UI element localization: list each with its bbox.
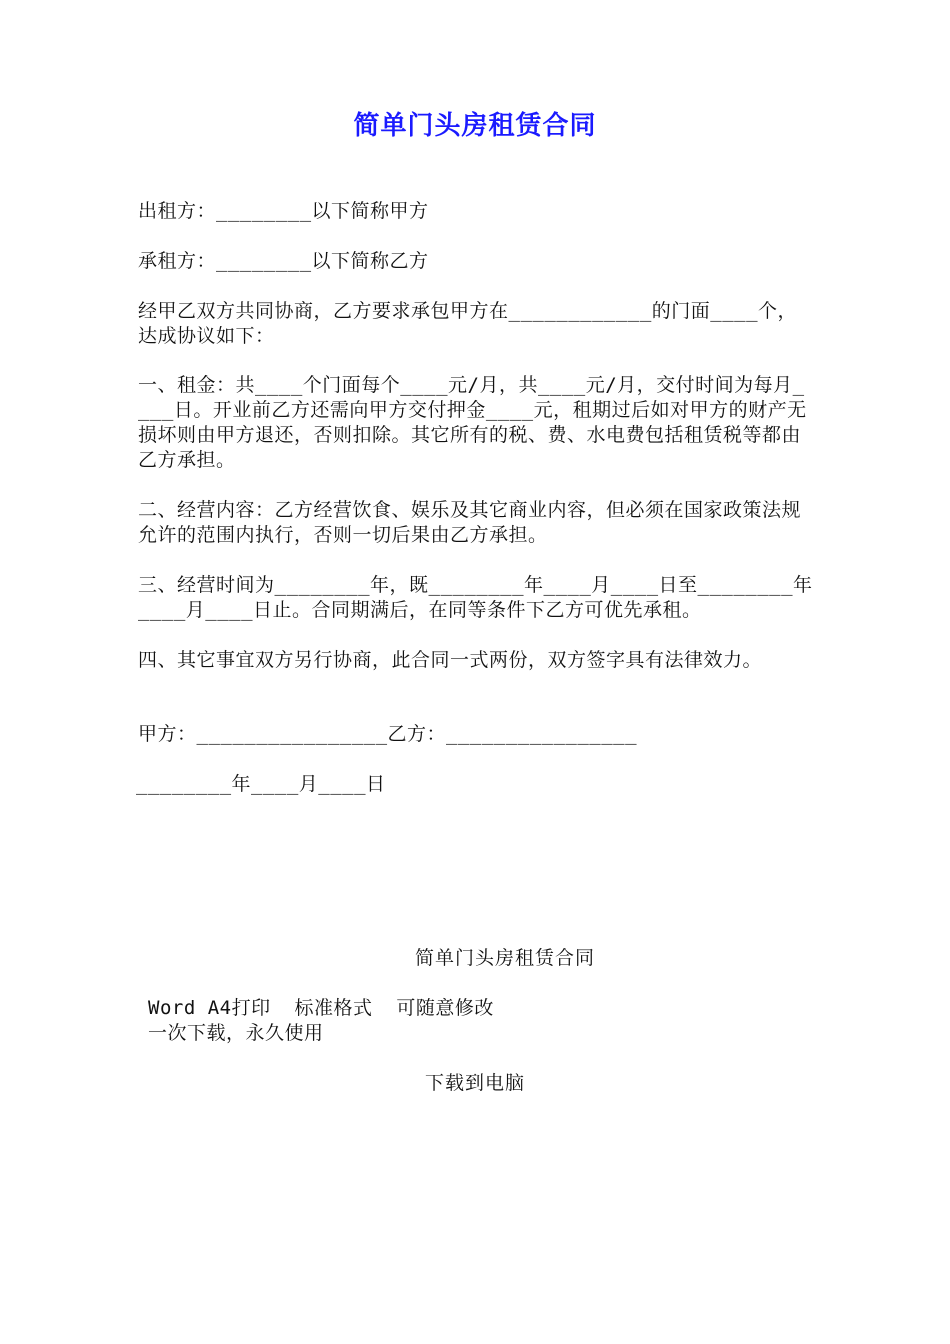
page-title: 简单门头房租赁合同 [353,111,597,141]
date-line: ________年____月____日 [136,773,386,795]
agreement-intro: 经甲乙双方共同协商，乙方要求承包甲方在____________的门面____个，达成协议如下： [138,300,798,347]
clause-business-content: 二、经营内容：乙方经营饮食、娱乐及其它商业内容，但必须在国家政策法规允许的范围内执行，否则一切后果由乙方承担。 [138,499,802,546]
clause-business-term: 三、经营时间为________年，既________年____月____日至________年____月____日止。合同期满后，在同等条件下乙方可优先承租。 [138,574,813,621]
signature-line: 甲方：________________乙方：________________ [138,723,638,745]
clause-rent: 一、租金：共____个门面每个____元/月，共____元/月，交付时间为每月____日。开业前乙方还需向甲方交付押金____元，租期过后如对甲方的财产无损坏则由甲方退还，否则扣除。其它所有的税、费、水电费包括租赁税等都由乙方承担。 [138,374,807,471]
footer-note: 一次下载，永久使用 [148,1022,324,1044]
download-button[interactable]: 下载到电脑 [424,1072,525,1094]
footer-title: 简单门头房租赁合同 [414,947,595,969]
lessee-line: 承租方：________以下简称乙方 [138,250,429,272]
lessor-line: 出租方：________以下简称甲方 [138,200,429,222]
clause-other-matters: 四、其它事宜双方另行协商，此合同一式两份，双方签字具有法律效力。 [138,649,763,671]
footer-features: Word A4打印 标准格式 可随意修改 [148,997,494,1019]
